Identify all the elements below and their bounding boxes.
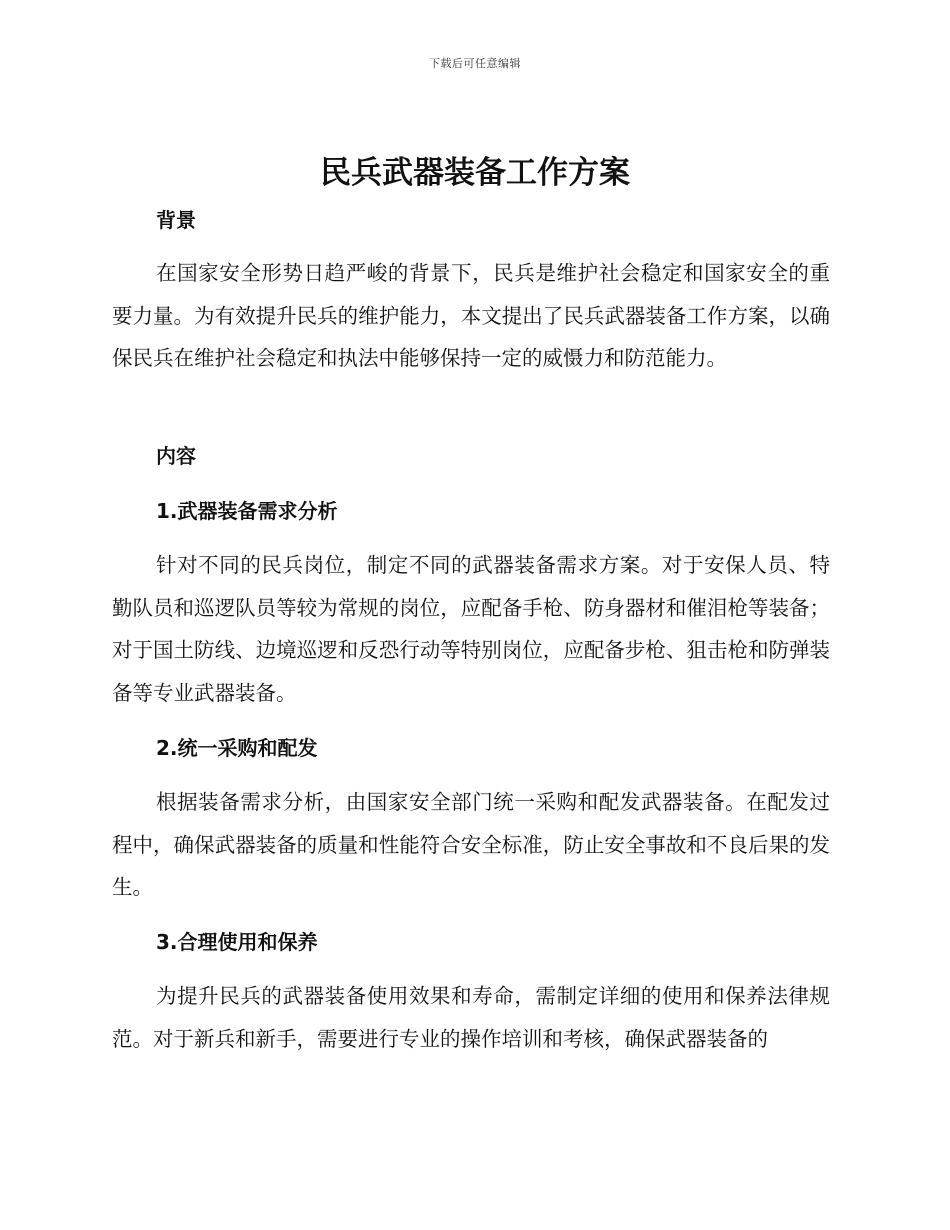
paragraph-item1: 针对不同的民兵岗位，制定不同的武器装备需求方案。对于安保人员、特勤队员和巡逻队员等较为常规的岗位，应配备手枪、防身器材和催泪枪等装备；对于国土防线、边境巡逻和反恐行动等特别岗位，应配备步枪、狙击枪和防弹装备等专业武器装备。	[112, 553, 830, 705]
paragraph-background: 在国家安全形势日趋严峻的背景下，民兵是维护社会稳定和国家安全的重要力量。为有效提升民兵的维护能力，本文提出了民兵武器装备工作方案，以确保民兵在维护社会稳定和执法中能够保持一定的威慑力和防范能力。	[112, 261, 830, 370]
section-heading-item2: 2.统一采购和配发	[156, 736, 318, 760]
section-heading-content: 内容	[156, 444, 196, 468]
paragraph-item2: 根据装备需求分析，由国家安全部门统一采购和配发武器装备。在配发过程中，确保武器装备的质量和性能符合安全标准，防止安全事故和不良后果的发生。	[112, 790, 830, 899]
header-note: 下载后可任意编辑	[429, 57, 521, 70]
document-title: 民兵武器装备工作方案	[320, 155, 630, 191]
paragraph-item3: 为提升民兵的武器装备使用效果和寿命，需制定详细的使用和保养法律规范。对于新兵和新手，需要进行专业的操作培训和考核，确保武器装备的	[112, 984, 830, 1051]
section-heading-item3: 3.合理使用和保养	[156, 930, 318, 954]
section-heading-item1: 1.武器装备需求分析	[156, 499, 338, 523]
section-heading-background: 背景	[156, 208, 196, 232]
